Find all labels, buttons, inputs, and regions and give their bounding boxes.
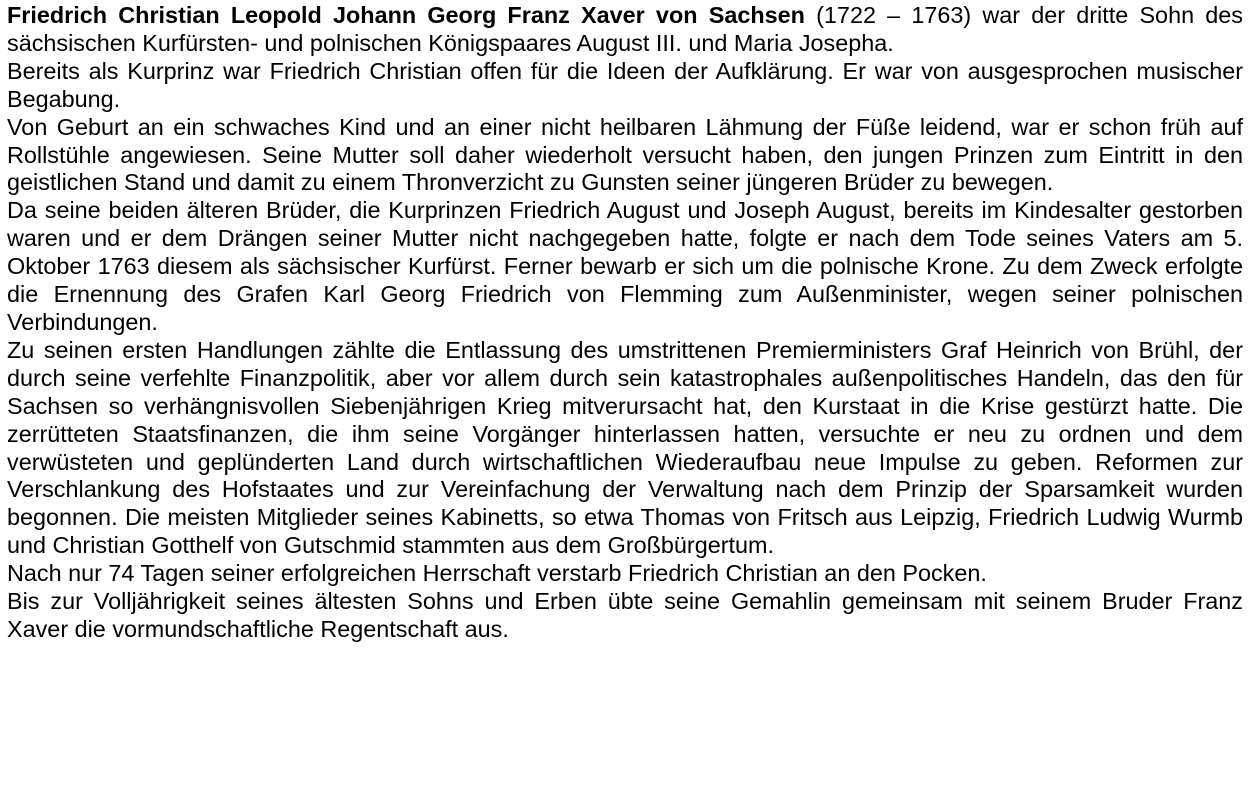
intro-text: (1722 – 1763) war der dritte Sohn des sächsischen Kurfürsten- und polnischen Königspaares August III. und Maria Josepha. bbox=[7, 2, 1243, 56]
paragraph-intro bbox=[7, 2, 1243, 58]
paragraph-childhood: Von Geburt an ein schwaches Kind und an einer nicht heilbaren Lähmung der Füße leidend, war er schon früh auf Rollstühle angewiesen. Seine Mutter soll daher wiederholt versucht haben, den jungen Prinzen zum Eintritt in den geistlichen Stand und damit zu einem Thronverzicht zu Gunsten seiner jüngeren Brüder zu bewegen. bbox=[7, 113, 1243, 196]
document-body bbox=[7, 2, 1243, 644]
paragraph-enlightenment: Bereits als Kurprinz war Friedrich Christian offen für die Ideen der Aufklärung. Er war von ausgesprochen musischer Begabung. bbox=[7, 57, 1243, 112]
paragraph-regency: Bis zur Volljährigkeit seines ältesten Sohns und Erben übte seine Gemahlin gemeinsam mit seinem Bruder Franz Xaver die vormundschaftliche Regentschaft aus. bbox=[7, 588, 1243, 642]
paragraph-succession: Da seine beiden älteren Brüder, die Kurprinzen Friedrich August und Joseph August, bereits im Kindesalter gestorben waren und er dem Drängen seiner Mutter nicht nachgegeben hatte, folgte er nach dem Tode seines Vaters am 5. Oktober 1763 diesem als sächsischer Kurfürst. Ferner bewarb er sich um die polnische Krone. Zu dem Zweck erfolgte die Ernennung des Grafen Karl Georg Friedrich von Flemming zum Außenminister, wegen seiner polnischen Verbindungen. bbox=[7, 197, 1243, 335]
subject-name: Friedrich Christian Leopold Johann Georg Franz Xaver von Sachsen bbox=[7, 2, 805, 28]
paragraph-reforms: Zu seinen ersten Handlungen zählte die Entlassung des umstrittenen Premierministers Graf Heinrich von Brühl, der durch seine verfehlte Finanzpolitik, aber vor allem durch sein katastrophales außenpolitisches Handeln, das den für Sachsen so verhängnisvollen Siebenjährigen Krieg mitverursacht hat, den Kurstaat in die Krise gestürzt hatte. Die zerrütteten Staatsfinanzen, die ihm seine Vorgänger hinterlassen hatten, versuchte er neu zu ordnen und dem verwüsteten und geplünderten Land durch wirtschaftlichen Wiederaufbau neue Impulse zu geben. Reformen zur Verschlankung des Hofstaates und zur Vereinfachung der Verwaltung nach dem Prinzip der Sparsamkeit wurden begonnen. Die meisten Mitglieder seines Kabinetts, so etwa Thomas von Fritsch aus Leipzig, Friedrich Ludwig Wurmb und Christian Gotthelf von Gutschmid stammten aus dem Großbürgertum. bbox=[7, 336, 1243, 559]
paragraph-death: Nach nur 74 Tagen seiner erfolgreichen Herrschaft verstarb Friedrich Christian an den Pocken. bbox=[7, 560, 987, 587]
